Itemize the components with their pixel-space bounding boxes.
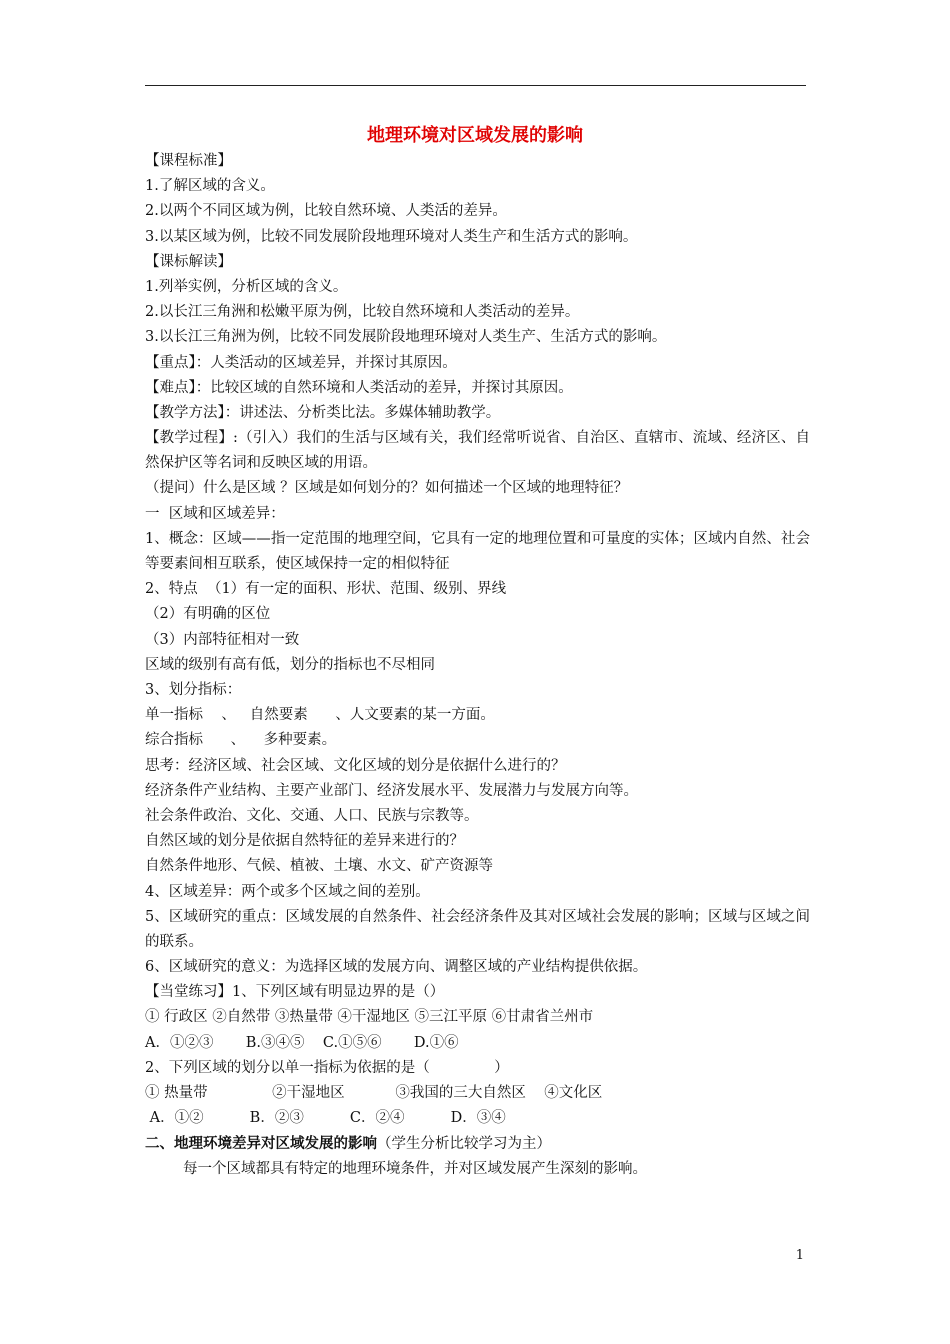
text-line: 3.以长江三角洲为例，比较不同发展阶段地理环境对人类生产、生活方式的影响。 xyxy=(145,329,667,346)
teaching-process-paragraph: 【教学过程】:（引入）我们的生活与区域有关，我们经常听说省、自治区、直辖市、流域、经济区、自然保护区等名词和反映区域的用语。 xyxy=(145,430,810,472)
section-2-title: 二、地理环境差异对区域发展的影响 xyxy=(145,1135,377,1153)
text-line: 2、下列区域的划分以单一指标为依据的是（ ） xyxy=(145,1059,509,1076)
text-line: 单一指标 、 自然要素 、人文要素的某一方面。 xyxy=(145,707,495,724)
text-line: 自然区域的划分是依据自然特征的差异来进行的？ xyxy=(145,833,464,850)
page-number: 1 xyxy=(795,1248,804,1263)
question-1-options: ① 行政区 ②自然带 ③热量带 ④干湿地区 ⑤三江平原 ⑥甘肃省兰州市 xyxy=(145,1009,594,1026)
research-focus-paragraph: 5、区域研究的重点：区域发展的自然条件、社会经济条件及其对区域社会发展的影响；区域与区域之间的联系。 xyxy=(145,908,810,950)
document-title: 地理环境对区域发展的影响 xyxy=(367,125,583,146)
text-line: 3、划分指标： xyxy=(145,682,242,698)
text-line: 一 区域和区域差异： xyxy=(145,505,285,522)
text-line: 2.以长江三角洲和松嫩平原为例，比较自然环境和人类活动的差异。 xyxy=(145,304,580,321)
text-line: 【课标解读】 xyxy=(145,253,232,270)
text-line: A．①②③ B.③④⑤ C.①⑤⑥ D.①⑥ xyxy=(145,1034,459,1051)
text-line: 1.列举实例，分析区域的含义。 xyxy=(145,278,348,295)
text-line: 2.以两个不同区域为例，比较自然环境、人类活的差异。 xyxy=(145,203,507,220)
text-line: 【难点】：比较区域的自然环境和人类活动的差异，并探讨其原因。 xyxy=(145,379,573,396)
text-line: 6、区域研究的意义：为选择区域的发展方向、调整区域的产业结构提供依据。 xyxy=(145,959,648,976)
text-line: 【当堂练习】1、下列区域有明显边界的是（） xyxy=(145,984,445,1001)
text-line: 【教学方法】：讲述法、分析类比法。多媒体辅助教学。 xyxy=(145,404,501,421)
text-line: ① 热量带 ②干湿地区 ③我国的三大自然区 ④文化区 xyxy=(145,1085,603,1102)
text-line: 社会条件政治、文化、交通、人口、民族与宗教等。 xyxy=(145,807,479,824)
concept-paragraph: 1、概念：区域——指一定范围的地理空间，它具有一定的地理位置和可量度的实体；区域内自然、社会等要素间相互联系，使区域保持一定的相似特征 xyxy=(145,530,810,573)
text-line: 4、区域差异：两个或多个区域之间的差别。 xyxy=(145,883,430,900)
text-line: （3）内部特征相对一致 xyxy=(145,631,300,648)
text-line: A．①② B．②③ C．②④ D．③④ xyxy=(145,1110,506,1127)
header-rule xyxy=(145,85,806,86)
text-line: 综合指标 、 多种要素。 xyxy=(145,732,337,749)
text-line: 经济条件产业结构、主要产业部门、经济发展水平、发展潜力与发展方向等。 xyxy=(145,782,638,799)
text-line: 【重点】：人类活动的区域差异，并探讨其原因。 xyxy=(145,354,457,371)
text-line: 2、特点 （1）有一定的面积、形状、范围、级别、界线 xyxy=(145,581,507,598)
text-line: 区域的级别有高有低，划分的指标也不尽相同 xyxy=(145,656,435,673)
text-line: 1.了解区域的含义。 xyxy=(145,178,275,195)
text-line: 3.以某区域为例，比较不同发展阶段地理环境对人类生产和生活方式的影响。 xyxy=(145,228,638,245)
document-body xyxy=(145,149,810,1182)
text-line: （提问）什么是区域 ？区域是如何划分的？如何描述一个区域的地理特征？ xyxy=(145,480,629,497)
text-line: 【课程标准】 xyxy=(145,153,232,169)
text-line: 每一个区域都具有特定的地理环境条件，并对区域发展产生深刻的影响。 xyxy=(183,1160,647,1177)
text-line: 思考：经济区域、社会区域、文化区域的划分是依据什么进行的？ xyxy=(145,757,566,774)
text-line: （2）有明确的区位 xyxy=(145,606,271,623)
section-2-heading xyxy=(145,1131,810,1156)
text-line: 自然条件地形、气候、植被、土壤、水文、矿产资源等 xyxy=(145,858,493,875)
section-2-note: （学生分析比较学习为主） xyxy=(377,1136,551,1153)
